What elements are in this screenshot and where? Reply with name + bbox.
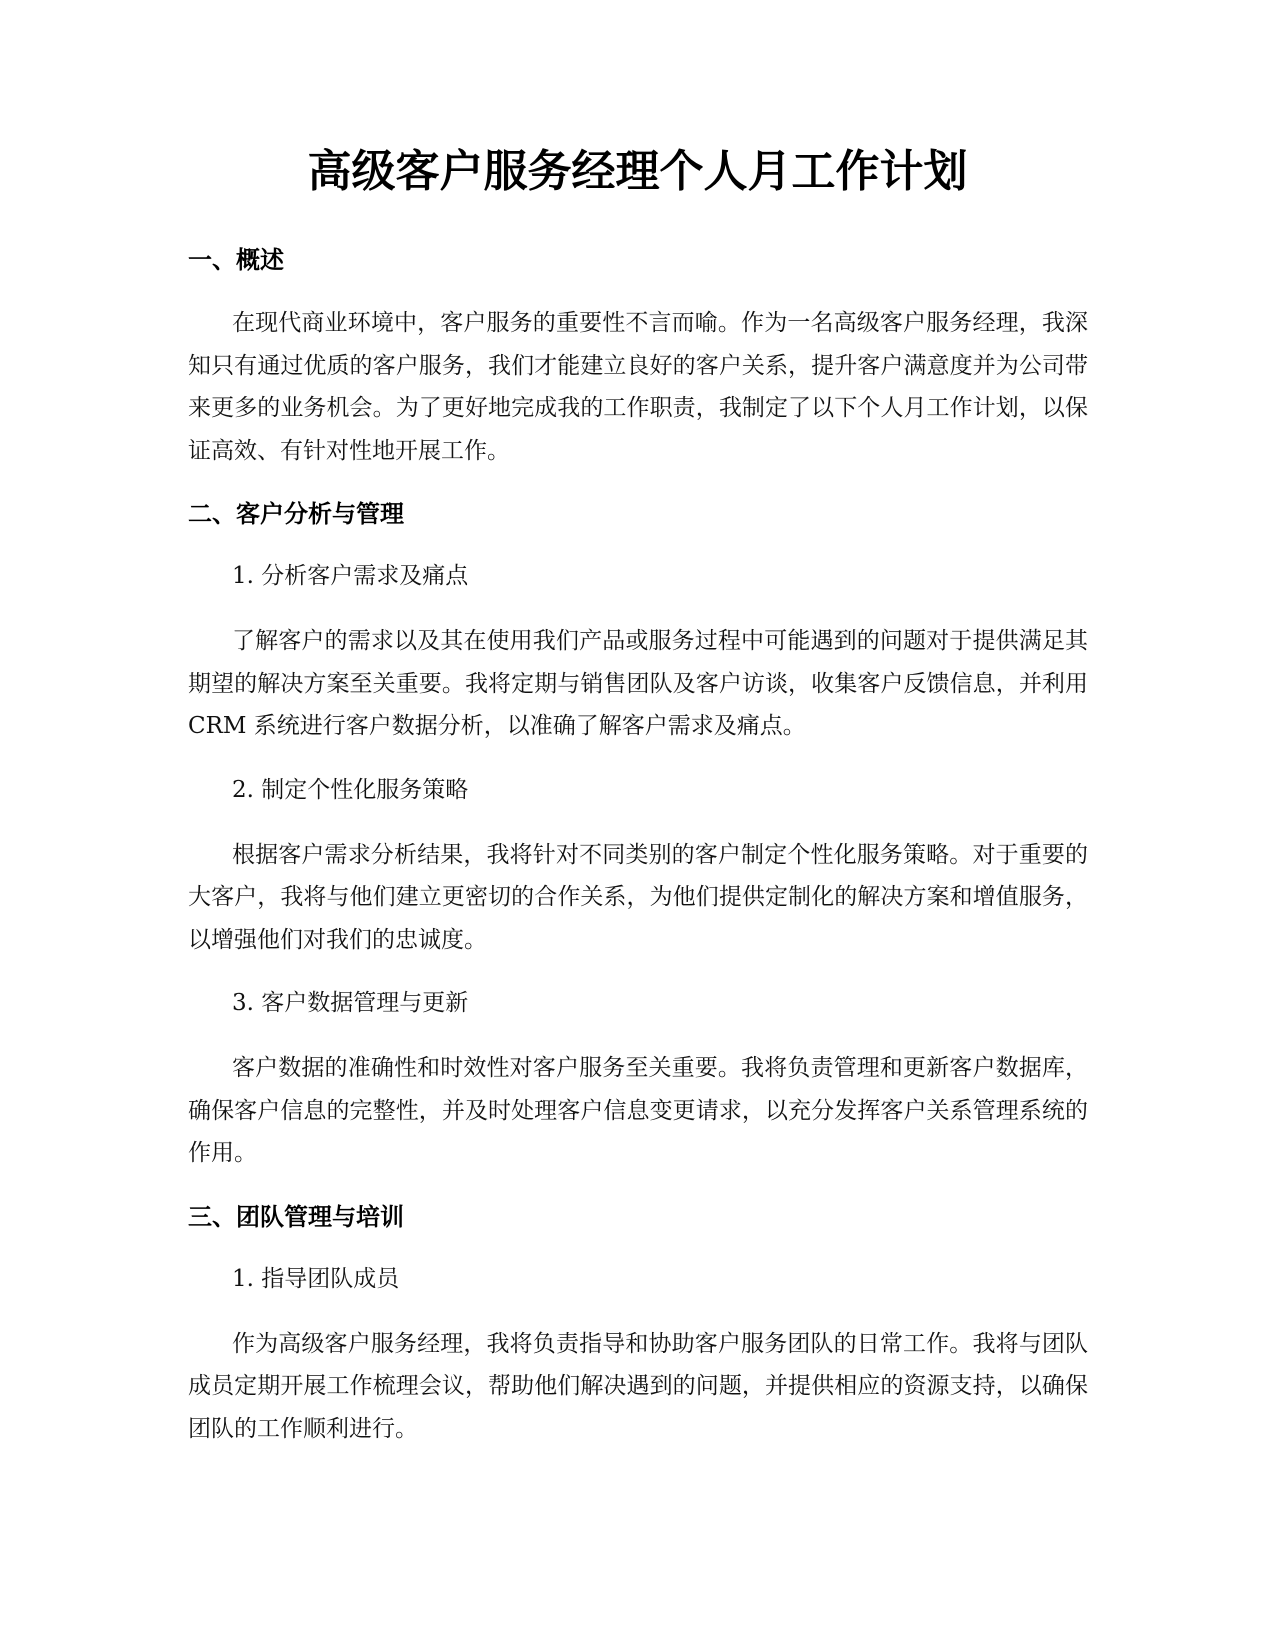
section-heading-team-management: 三、团队管理与培训 xyxy=(188,1202,404,1231)
paragraph-customer-needs: 了解客户的需求以及其在使用我们产品或服务过程中可能遇到的问题对于提供满足其期望的解决方案至关重要。我将定期与销售团队及客户访谈，收集客户反馈信息，并利用 CRM 系统进行客户数据分析，以准确了解客户需求及痛点。 xyxy=(188,628,1088,739)
paragraph-service-strategy: 根据客户需求分析结果，我将针对不同类别的客户制定个性化服务策略。对于重要的大客户，我将与他们建立更密切的合作关系，为他们提供定制化的解决方案和增值服务，以增强他们对我们的忠诚度。 xyxy=(188,841,1088,953)
section-heading-customer-analysis: 二、客户分析与管理 xyxy=(188,500,404,528)
document-body xyxy=(188,240,1088,1450)
subheading-customer-needs: 1. 分析客户需求及痛点 xyxy=(232,563,469,589)
page-title: 高级客户服务经理个人月工作计划 xyxy=(307,146,968,197)
section-overview-paragraph: 在现代商业环境中，客户服务的重要性不言而喻。作为一名高级客户服务经理，我深知只有通过优质的客户服务，我们才能建立良好的客户关系，提升客户满意度并为公司带来更多的业务机会。为了更好地完成我的工作职责，我制定了以下个人月工作计划，以保证高效、有针对性地开展工作。 xyxy=(188,310,1088,464)
paragraph-guide-team: 作为高级客户服务经理，我将负责指导和协助客户服务团队的日常工作。我将与团队成员定期开展工作梳理会议，帮助他们解决遇到的问题，并提供相应的资源支持，以确保团队的工作顺利进行。 xyxy=(188,1330,1088,1442)
subheading-guide-team: 1. 指导团队成员 xyxy=(232,1265,400,1292)
section-heading-overview: 一、概述 xyxy=(188,246,284,274)
subheading-data-management: 3. 客户数据管理与更新 xyxy=(232,990,469,1016)
paragraph-data-management: 客户数据的准确性和时效性对客户服务至关重要。我将负责管理和更新客户数据库，确保客户信息的完整性，并及时处理客户信息变更请求，以充分发挥客户关系管理系统的作用。 xyxy=(188,1055,1088,1166)
subheading-service-strategy: 2. 制定个性化服务策略 xyxy=(232,776,469,803)
